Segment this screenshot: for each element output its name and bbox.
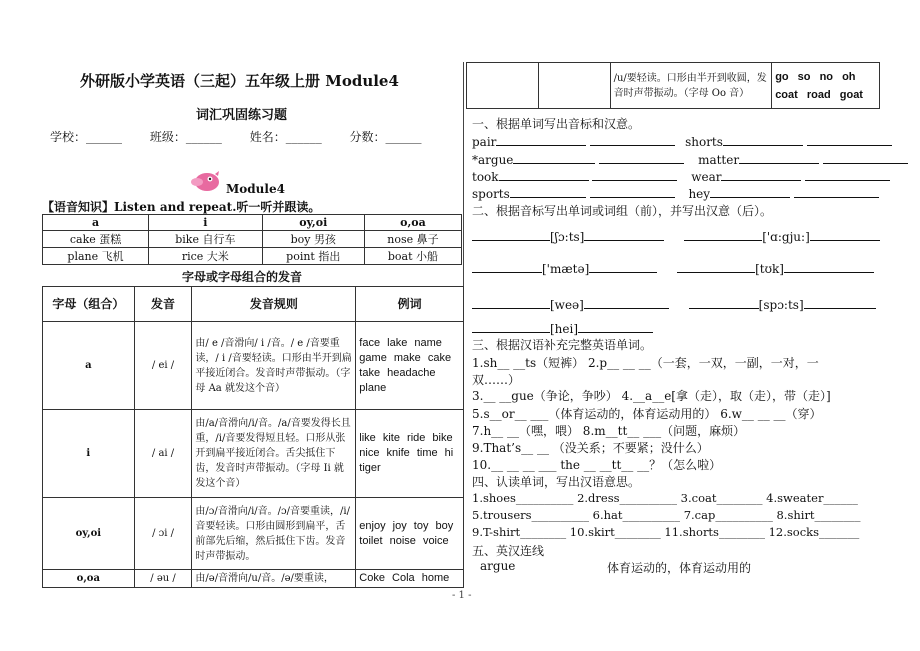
word: *argue (472, 153, 514, 167)
phonics-header: oy,oi (262, 215, 364, 231)
list-item (472, 133, 892, 149)
rule-text: 由/ e /音滑向/ i /音。/ e /音要重读，/ i /音要轻读。口形由半开到扁平接近闭合。发音时声带振动。（字母 Aa 就发这个音） (192, 322, 356, 410)
phonetic: [spɔ:ts] (758, 298, 804, 312)
phonics-cell: cake 蛋糕 (43, 231, 149, 248)
school-field: 学校：______ (50, 130, 123, 144)
rule-text: 由/ɔ/音滑向/i/音。/ɔ/音要重读，/i/音要轻读。口形由圆形到扁平，舌前部先后缩，然后抵住下齿。发音时声带振动。 (192, 498, 356, 570)
rules-table-continuation (466, 62, 880, 109)
rule-letter: o,oa (43, 570, 135, 588)
phonics-table (42, 214, 462, 265)
table-row (43, 570, 464, 588)
list-item (472, 296, 876, 312)
section3-title: 三、根据汉语补充完整英语单词。 (472, 338, 653, 352)
rule-examples: face lake name game make cake take headache plane (356, 322, 464, 410)
rule-sound: / ai / (134, 410, 192, 498)
rules-header: 字母（组合） (43, 287, 135, 322)
word: sports (472, 187, 510, 201)
name-field: 姓名：______ (249, 130, 322, 144)
section4-title: 四、认读单词，写出汉语意思。 (472, 475, 641, 489)
rule-sound: / ei / (134, 322, 192, 410)
list-item: 1.sh__ __ts（短裤） 2.p__ __ __（一套，一双，一副，一对，一 (472, 356, 819, 370)
rule-sound: / ɔi / (134, 498, 192, 570)
phonetic: ['mætə] (542, 262, 590, 276)
phonetic: [ʃɔ:ts] (550, 230, 585, 244)
table-row (43, 322, 464, 410)
section5-title: 五、英汉连线 (472, 544, 545, 558)
phonics-header: a (43, 215, 149, 231)
list-item (472, 228, 880, 244)
phonics-header: i (149, 215, 263, 231)
rule-examples: Coke Cola home (356, 570, 464, 588)
empty-cell (467, 63, 539, 109)
list-item: 10.__ __ __ ___ the __ __tt__ __？（怎么啦） (472, 458, 722, 472)
page-title: 外研版小学英语（三起）五年级上册 Module4 (80, 72, 399, 90)
page-number: - 1 - (452, 590, 472, 601)
list-item (472, 151, 908, 167)
phonetic: [tʊk] (755, 262, 784, 276)
table-row (43, 248, 462, 265)
table-row (43, 410, 464, 498)
phonics-cell: boat 小船 (364, 248, 461, 265)
rule-letter: oy,oi (43, 498, 135, 570)
list-item: 9.T-shirt________ 10.skirt________ 11.shorts________ 12.socks_______ (472, 525, 860, 539)
examples-line: go so no oh (775, 70, 856, 83)
rules-header: 发音 (134, 287, 192, 322)
match-word: argue (480, 559, 516, 573)
list-item (472, 168, 890, 184)
list-item (472, 260, 874, 276)
list-item: 7.h__ __（嘿，喂） 8.m__tt__ ___（问题，麻烦） (472, 424, 746, 438)
section2-title: 二、根据音标写出单词或词组（前），并写出汉意（后）。 (472, 204, 773, 218)
empty-cell (538, 63, 610, 109)
list-item: 双……） (472, 373, 521, 387)
word: shorts (685, 135, 723, 149)
word: matter (698, 153, 740, 167)
class-field: 班级：______ (149, 130, 222, 144)
phonetic: ['ɑ:gju:] (762, 230, 810, 244)
rule-text: /u/要轻读。口形由半开到收圆，发音时声带振动。（字母 Oo 音） (610, 63, 772, 109)
list-item: 1.shoes__________ 2.dress__________ 3.coat________ 4.sweater______ (472, 491, 858, 505)
table-row (467, 63, 880, 109)
table-row (43, 498, 464, 570)
cartoon-logo-icon (185, 170, 225, 192)
list-item (472, 185, 879, 201)
rule-letter: i (43, 410, 135, 498)
phonics-header: o,oa (364, 215, 461, 231)
phonics-heading: 【语音知识】Listen and repeat.听一听并跟读。 (42, 200, 321, 214)
school-info-line (50, 128, 460, 145)
rule-text: 由/ə/音滑向/u/音。/ə/要重读， (192, 570, 356, 588)
list-item: 9.That’s__ __ （没关系；不要紧；没什么） (472, 441, 709, 455)
rules-header: 例词 (356, 287, 464, 322)
phonics-header-row (43, 215, 462, 231)
rule-examples: enjoy joy toy boy toilet noise voice (356, 498, 464, 570)
rule-examples: like kite ride bike nice knife time hi tiger (356, 410, 464, 498)
rule-examples (772, 63, 880, 109)
examples-line: coat road goat (775, 88, 863, 101)
phonics-cell: nose 鼻子 (364, 231, 461, 248)
page-subtitle: 词汇巩固练习题 (196, 108, 288, 123)
phonics-cell: point 指出 (262, 248, 364, 265)
phonics-cell: plane 飞机 (43, 248, 149, 265)
list-item: 5.trousers__________ 6.hat__________ 7.cap__________ 8.shirt________ (472, 508, 861, 522)
word: pair (472, 135, 497, 149)
rule-sound: / əu / (134, 570, 192, 588)
pronunciation-rules-table (42, 286, 464, 588)
rule-text: 由/a/音滑向/i/音。/a/音要发得长且重，/i/音要发得短且轻。口形从张开到扁平接近闭合。舌尖抵住下齿，发音时声带振动。（字母 Ii 就发这个音） (192, 410, 356, 498)
rules-caption: 字母或字母组合的发音 (182, 270, 303, 284)
section1-title: 一、根据单词写出音标和汉意。 (472, 117, 641, 131)
phonics-cell: bike 自行车 (149, 231, 263, 248)
phonetic: [hei] (550, 322, 579, 336)
phonics-cell: rice 大米 (149, 248, 263, 265)
word: hey (688, 187, 711, 201)
rules-header-row (43, 287, 464, 322)
rule-letter: a (43, 322, 135, 410)
table-row (43, 231, 462, 248)
phonics-cell: boy 男孩 (262, 231, 364, 248)
score-field: 分数：______ (349, 130, 422, 144)
phonetic: [weə] (550, 298, 584, 312)
match-meaning: 体育运动的，体育运动用的 (607, 561, 752, 575)
list-item: 5.s__or__ ___（体育运动的，体育运动用的） 6.w__ __ __（穿） (472, 407, 822, 421)
rules-header: 发音规则 (192, 287, 356, 322)
word: wear (691, 170, 722, 184)
list-item (472, 320, 653, 336)
word: took (472, 170, 499, 184)
list-item: 3.__ __gue（争论，争吵） 4.__a__e[拿（走），取（走），带（走）] (472, 389, 831, 403)
module-label: Module4 (226, 182, 285, 196)
